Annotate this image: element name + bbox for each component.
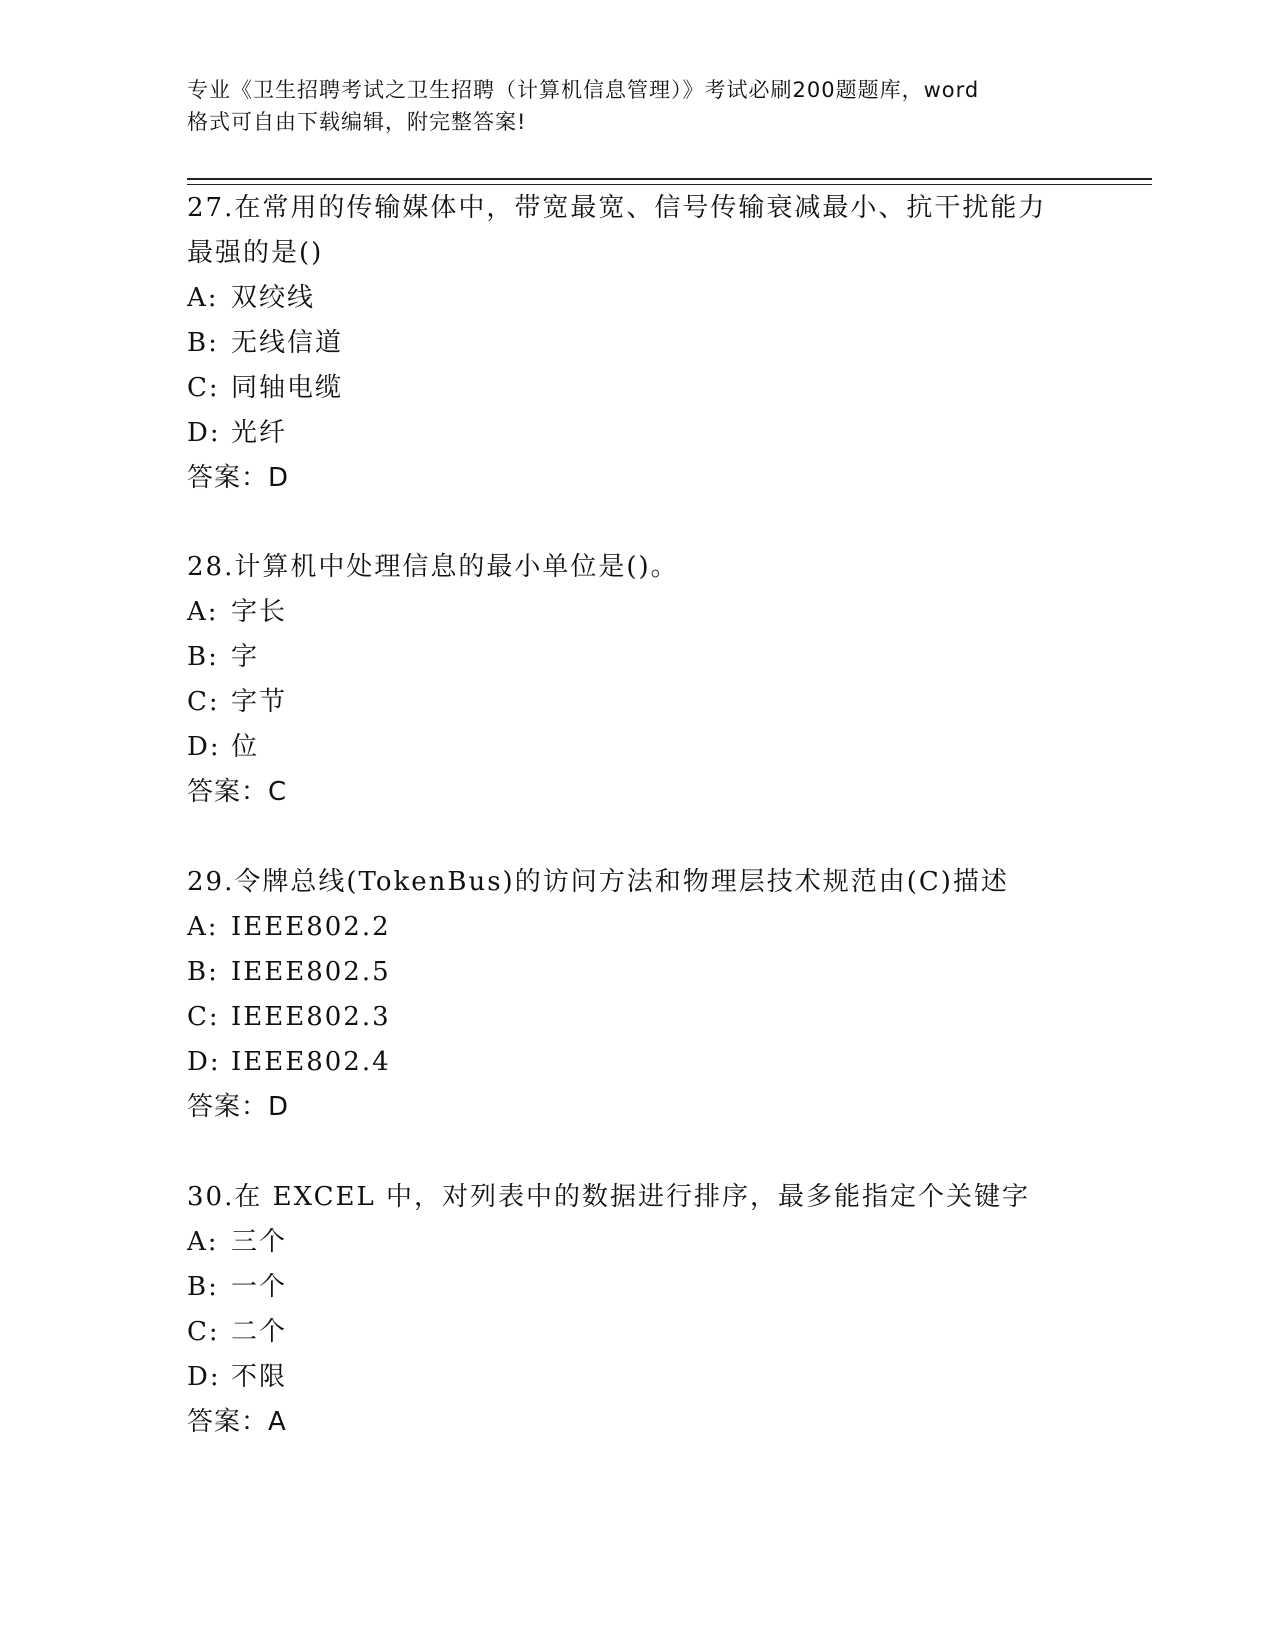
option-d <box>187 411 1117 456</box>
option-letter: B: <box>187 642 219 672</box>
option-text: 二个 <box>231 1317 288 1347</box>
option-letter: A: <box>187 283 219 313</box>
option-text: IEEE802.3 <box>231 1002 391 1032</box>
option-letter: C: <box>187 373 220 403</box>
option-d <box>187 725 1117 770</box>
option-text: IEEE802.5 <box>231 957 391 987</box>
option-letter: D: <box>187 732 221 762</box>
option-c <box>187 1310 1117 1355</box>
question-stem: 30.在 EXCEL 中，对列表中的数据进行排序，最多能指定个关键字 <box>187 1182 1031 1212</box>
option-d <box>187 1040 1117 1085</box>
option-text: 双绞线 <box>231 283 316 313</box>
option-c <box>187 366 1117 411</box>
option-letter: C: <box>187 1317 220 1347</box>
header-divider-thin <box>187 184 1152 185</box>
option-letter: A: <box>187 1227 219 1257</box>
option-letter: B: <box>187 1272 219 1302</box>
question-stem: 27.在常用的传输媒体中，带宽最宽、信号传输衰减最小、抗干扰能力 <box>187 193 1047 223</box>
answer-line: 答案：A <box>187 1407 287 1437</box>
option-b <box>187 950 1117 995</box>
answer-line: 答案：D <box>187 463 290 493</box>
option-text: IEEE802.2 <box>231 912 391 942</box>
option-letter: B: <box>187 328 219 358</box>
question-stem: 29.令牌总线(TokenBus)的访问方法和物理层技术规范由(C)描述 <box>187 867 1009 897</box>
option-b <box>187 321 1117 366</box>
option-a <box>187 905 1117 950</box>
option-letter: D: <box>187 1047 221 1077</box>
option-text: 同轴电缆 <box>231 373 344 403</box>
option-letter: D: <box>187 418 221 448</box>
document-header <box>187 74 1087 138</box>
question-block <box>187 1175 1117 1445</box>
option-letter: A: <box>187 912 219 942</box>
option-text: 一个 <box>231 1272 288 1302</box>
option-a <box>187 276 1117 321</box>
option-text: 无线信道 <box>231 328 344 358</box>
question-stem: 28.计算机中处理信息的最小单位是()。 <box>187 552 679 582</box>
option-letter: A: <box>187 597 219 627</box>
question-block <box>187 860 1117 1130</box>
question-block <box>187 186 1117 501</box>
option-text: 三个 <box>231 1227 288 1257</box>
answer-line: 答案：D <box>187 1092 290 1122</box>
option-a <box>187 1220 1117 1265</box>
option-d <box>187 1355 1117 1400</box>
header-line-1: 专业《卫生招聘考试之卫生招聘（计算机信息管理）》考试必刷200题题库，word <box>187 78 980 102</box>
answer-line: 答案：C <box>187 777 288 807</box>
option-a <box>187 590 1117 635</box>
option-text: IEEE802.4 <box>231 1047 391 1077</box>
option-letter: C: <box>187 1002 220 1032</box>
question-block <box>187 545 1117 815</box>
option-c <box>187 680 1117 725</box>
option-letter: D: <box>187 1362 221 1392</box>
option-text: 位 <box>231 732 260 762</box>
option-b <box>187 1265 1117 1310</box>
option-b <box>187 635 1117 680</box>
option-letter: B: <box>187 957 219 987</box>
option-text: 字 <box>231 642 260 672</box>
option-letter: C: <box>187 687 220 717</box>
option-text: 不限 <box>231 1362 288 1392</box>
option-c <box>187 995 1117 1040</box>
header-divider-thick <box>187 178 1152 180</box>
option-text: 字节 <box>231 687 288 717</box>
header-line-2: 格式可自由下载编辑，附完整答案! <box>187 110 527 134</box>
question-stem-continued: 最强的是() <box>187 238 324 268</box>
option-text: 光纤 <box>231 418 288 448</box>
option-text: 字长 <box>231 597 288 627</box>
